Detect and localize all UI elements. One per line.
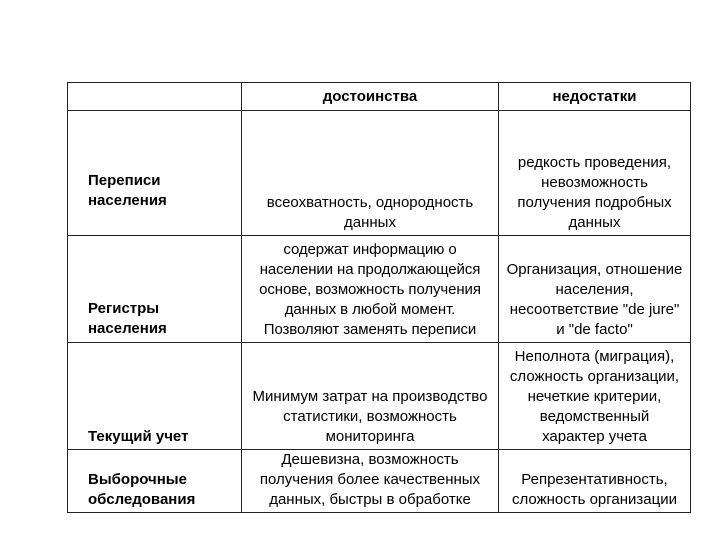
cell-advantages-registers [242,236,499,343]
cell-advantages-censuses [242,111,499,236]
disadvantages-text: Неполнота (миграция), сложность организации, нечеткие критерии, ведомственный характер учета [509,348,680,445]
cell-disadvantages-current-records [499,343,691,450]
cell-disadvantages-censuses [499,111,691,236]
row-label-current-records [68,343,242,450]
header-advantages: достоинства [242,83,499,111]
advantages-text: всеохватность, однородность данных [266,194,474,231]
table-row [68,343,691,450]
row-label-text: Переписи населения [88,171,167,209]
cell-advantages-current-records [242,343,499,450]
row-label-text: Текущий учет [88,428,189,445]
row-label-registers [68,236,242,343]
table-header-row [68,83,691,111]
advantages-text: Дешевизна, возможность получения более качественных данных, быстры в обработке [259,451,481,508]
row-label-text: Выборочные обследования [88,471,196,508]
cell-advantages-sample-surveys [242,450,499,513]
table-row [68,111,691,236]
comparison-table [67,82,691,513]
disadvantages-text: Репрезентативность, сложность организации [511,471,677,508]
cell-disadvantages-registers [499,236,691,343]
advantages-text: Минимум затрат на производство статистики, возможность мониторинга [252,388,488,445]
corner-cell [68,83,242,111]
disadvantages-text: редкость проведения, невозможность получения подробных данных [517,154,672,231]
advantages-text: содержат информацию о населении на продолжающейся основе, возможность получения данных в любой момент. Позволяют заменять переписи [259,241,481,338]
disadvantages-text: Организация, отношение населения, несоответствие "de jure" и "de facto" [506,261,683,338]
row-label-censuses [68,111,242,236]
header-disadvantages: недостатки [499,83,691,111]
table-row [68,450,691,513]
cell-disadvantages-sample-surveys [499,450,691,513]
row-label-text: Регистры населения [88,300,167,337]
table-row [68,236,691,343]
row-label-sample-surveys [68,450,242,513]
